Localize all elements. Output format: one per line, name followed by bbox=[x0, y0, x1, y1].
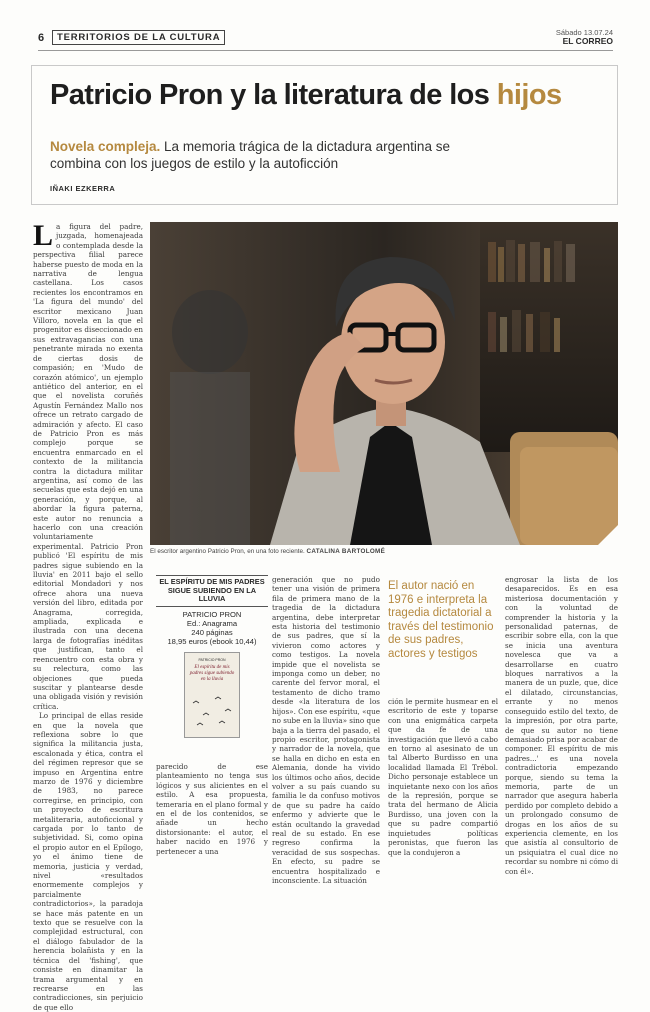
dropcap: L bbox=[33, 219, 54, 252]
book-title: EL ESPÍRITU DE MIS PADRES SIGUE SUBIENDO EN LA LLUVIA bbox=[156, 575, 268, 607]
book-cover bbox=[184, 652, 240, 738]
book-details bbox=[156, 610, 268, 646]
article-column-1 bbox=[33, 219, 143, 1012]
column-5-text: engrosar la lista de los desaparecidos. Es en esa misteriosa documentación y con la voluntad de comprender la historia y la personalidad paternas, de escribir sobre ella, con la que se inicia una aventura novelesca que va a desarrollarse en cuatro bloques narrativos a la manera de un puzle, que, dice el dilatado, circunstancias, errante y no menos conseguido estilo del texto, de la impresión, por otra parte, de que su autor no tiene demasiado prisa por acabar de componer. El espíritu de mis padres...' es una novela contradictoria empezando porque, siendo su tema la memoria, parte de un narrador que asegura haberla perdido por completo debido a un prolongado consumo de drogas en los años de su experiencia clemente, en los que asistía al consultorio de un psiquiatra el cual dice no recordar su nombre ni cómo di con él». bbox=[505, 575, 618, 876]
column-3-text: generación que no pudo tener una visión de primera fila de primera mano de la tragedia de la dictadura argentina, debe interpretar esta historia del testimonio de sus padres, que sí la vivieron como actores y como testigos. La novela impide que el novelista se imponga como un deber, no carente del fervor moral, el testamento de dicho tramo desde «la literatura de los hijos». Con ese espíritu, «que no sube en la lluvia» sino que baja a la tierra del pasado, el propio escritor, protagonista y narrador de la novela, que se halla en dicho en esta en Alemania, donde ha vivido los últimos ocho años, decide volver a su país cuando su familia le da confuso motivos de que su padre ha caído enfermo y advierte que le están ocultando la gravedad real de su estado. En ese regreso confirma la veracidad de sus sospechas. En efecto, su padre se encuentra hospitalizado e inconsciente. La situación bbox=[272, 575, 380, 885]
column-4-text: ción le permite husmear en el escritorio de este y toparse con una enigmática carpeta que da fe de una investigación que llevó a cabo en torno al asesinato de un tal Alberto Burdisso en una localidad llamada El Trébol. Dicho personaje establece un inquietante nexo con los años de la represión, porque se trata del hermano de Alicia Burdisso, una joven con la que su padre compartió inquietudes políticas peronistas, que fueron las que la condujeron a bbox=[388, 697, 498, 857]
book-price: 18,95 euros (ebook 10,44) bbox=[167, 636, 257, 646]
header-rule bbox=[38, 50, 613, 51]
book-author: PATRICIO PRON bbox=[182, 609, 242, 619]
author-portrait-illustration bbox=[150, 222, 618, 545]
article-column-5 bbox=[505, 575, 618, 876]
issue-date: Sábado 13.07.24 bbox=[555, 28, 613, 37]
book-cover-title: El espíritu de mis padres sigue subiendo en la lluvia bbox=[189, 664, 235, 682]
article-column-3 bbox=[272, 575, 380, 885]
deck-kicker: Novela compleja. bbox=[50, 139, 161, 154]
book-publisher: Ed.: Anagrama bbox=[186, 618, 238, 628]
photo-caption bbox=[150, 548, 618, 555]
page-number: 6 bbox=[38, 32, 45, 44]
article-column-4 bbox=[388, 697, 498, 857]
section-label: TERRITORIOS DE LA CULTURA bbox=[52, 30, 225, 45]
book-info-box bbox=[156, 575, 268, 755]
page-header bbox=[38, 30, 613, 48]
caption-text: El escritor argentino Patricio Pron, en una foto reciente. bbox=[150, 548, 307, 555]
newspaper-name: EL CORREO bbox=[562, 36, 613, 46]
headline bbox=[50, 79, 561, 112]
headline-main: Patricio Pron y la literatura de los bbox=[50, 79, 497, 111]
book-cover-author: PATRICIO PRON bbox=[198, 657, 226, 662]
column-2-text: parecido de ese planteamiento no tenga sus lógicos y sus alicientes en el estilo. A esa propuesta, temeraria en el plano formal y en el de los contenidos, se añade un hecho distorsionante: el autor, el haber nacido en 1976 y pertenecer a una bbox=[156, 762, 268, 856]
column-1-text: a figura del padre, juzgada, homenajeada o contemplada desde la perspectiva filial parece haberse puesto de moda en la narrativa de lengua castellana. Los casos recientes los encontramos en 'La figura del mundo' del escritor mexicano Juan Villoro, novela en la que el progenitor es diseccionado en sus extravagancias con una penetrante mirada no exenta de ciertas dosis de compasión; en 'Mudo de corazón atómico', un ejemplo antiético del anterior, en el que el novelista coruñés Agustín Fernández Mallo nos ofrece un retrato cargado de admiración y afecto. El caso de Patricio Pron es más complejo porque se encuentra enmarcado en el contexto de la militancia contra la dictadura militar argentina, así como de las secuelas que esta dejó en una generación, y porque, al abordar la figura paterna, este autor no renuncia a hacerlo con una creación voluntariamente experimental. Patricio Pron publicó 'El espíritu de mis padres sigue subiendo en la lluvia' en 2011 bajo el sello editorial Mondadori y nos ofrece ahora una nueva versión del libro, editada por Anagrama, corregida, ampliada, explicada e ilustrada con una decena larga de fotografías inéditas que justifican, tanto el reencuentro con esta obra y su relectura, como las objeciones que pueda suscitar y plantearse desde una obligada visión y revisión crítica. bbox=[33, 222, 143, 711]
column-1-paragraph-2: Lo principal de ellas reside en que la novela que reflexiona sobre lo que significa la militancia justa, escalonada y ética, contra el del régimen represor que se impuso en Argentina entre marzo de 1976 y diciembre de 1983, no parece corregirse, en principio, con un proyecto de escritura metaliteraria, autoficcional y cargada por lo tanto de subjetividad. Si, como opina el propio autor en el Epílogo, yo el ánimo tiene de memoria, justicia y verdad, nivel «resultados enormemente complejos y parcialmente contradictorios», la paradoja se hace más patente en un texto que se resuelve con la complejidad estructural, con el diálogo fabulador de la herencia bolañista y en la técnica del 'fishing', que consiste en dinamitar la trama argumental y en recrearse en las contradicciones, sin perjuicio de que ello bbox=[33, 711, 143, 1012]
byline: IÑAKI EZKERRA bbox=[50, 184, 116, 193]
headline-highlight: hijos bbox=[496, 79, 562, 111]
dateline bbox=[556, 28, 613, 46]
deck bbox=[50, 138, 470, 172]
pull-quote: El autor nació en 1976 e interpreta la tragedia dictatorial a través del testimonio de sus padres, actores y testigos bbox=[388, 580, 494, 660]
book-cover-birds-icon bbox=[185, 693, 239, 733]
deck-text: La memoria trágica de la dictadura argentina se combina con los juegos de estilo y la autoficción bbox=[50, 139, 450, 171]
headline-box bbox=[31, 65, 618, 205]
article-column-2 bbox=[156, 762, 268, 856]
author-photo bbox=[150, 222, 618, 545]
book-pages: 240 páginas bbox=[191, 627, 233, 637]
photo-credit: CATALINA BARTOLOMÉ bbox=[306, 548, 386, 555]
